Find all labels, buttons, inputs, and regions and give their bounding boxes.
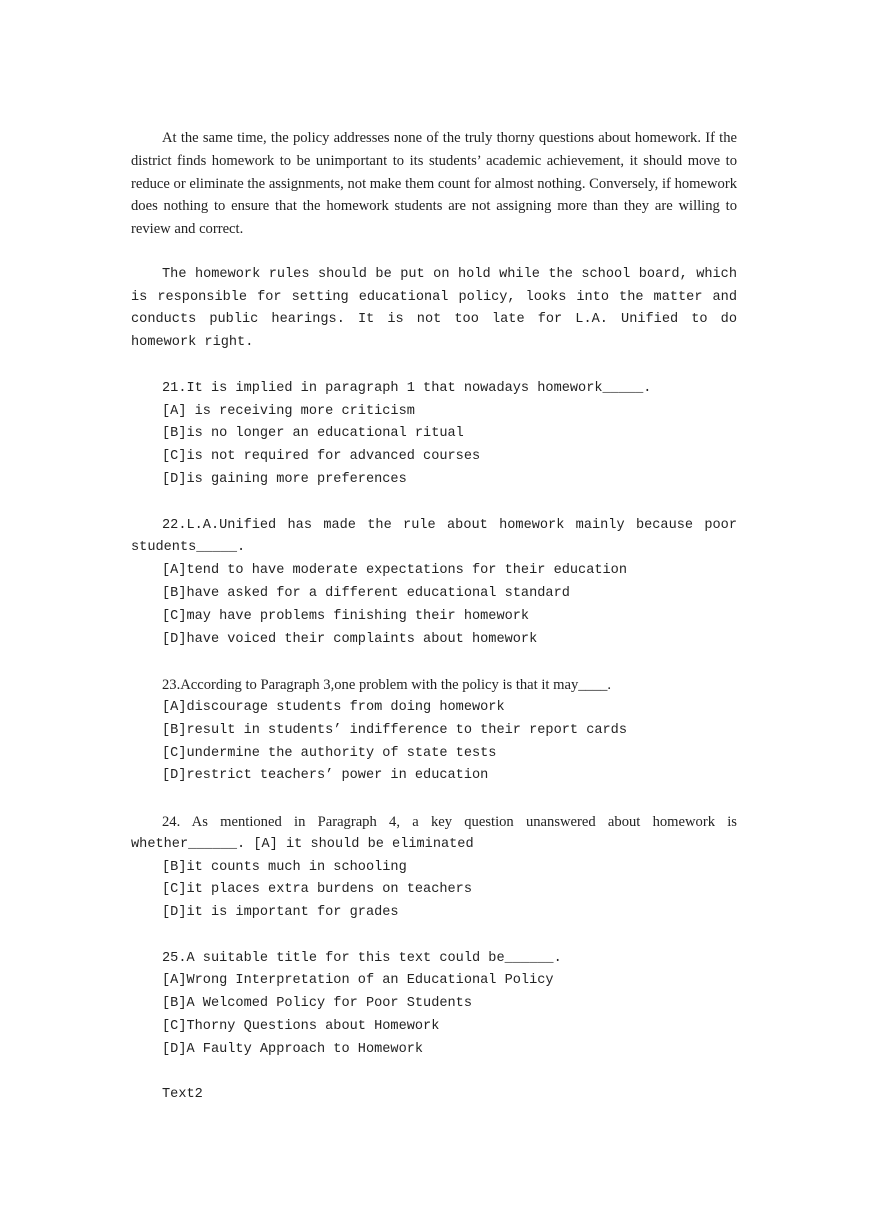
question-25: [131, 948, 737, 1062]
option-d: [D]restrict teachers’ power in education: [162, 768, 489, 784]
next-section-label: Text2: [162, 1087, 203, 1103]
option-c: [C]is not required for advanced courses: [162, 449, 481, 465]
option-b: [B]A Welcomed Policy for Poor Students: [162, 996, 472, 1012]
option-a: [A]tend to have moderate expectations for their education: [162, 563, 627, 579]
question-stem: 24. As mentioned in Paragraph 4, a key question unanswered about homework is: [162, 813, 737, 830]
spacer: [131, 241, 737, 264]
question-stem: 23.According to Paragraph 3,one problem with the policy is that it may____.: [162, 677, 612, 694]
option-a: [A]discourage students from doing homework: [162, 699, 505, 715]
option-d: [D]is gaining more preferences: [162, 471, 407, 487]
option-b: [B]have asked for a different educational standard: [162, 585, 570, 601]
option-c: [C]Thorny Questions about Homework: [162, 1019, 440, 1035]
question-24: [131, 811, 737, 925]
option-d: [D]have voiced their complaints about homework: [162, 631, 538, 647]
option-b: [B]result in students’ indifference to their report cards: [162, 722, 627, 738]
question-21: [131, 378, 737, 492]
question-22: [131, 515, 737, 652]
spacer: [131, 355, 737, 378]
passage-paragraph-1: At the same time, the policy addresses none of the truly thorny questions about homework. If the district finds homework to be unimportant to its students’ academic achievement, it should move to reduce or eliminate the assignments, not make them count for almost nothing. Conversely, if homework does nothing to ensure that the homework students are not assigning more than they are willing to review and correct.: [131, 130, 737, 238]
option-d: [D]it is important for grades: [162, 905, 399, 921]
option-c: [C]may have problems finishing their homework: [162, 608, 530, 624]
option-c: [C]it places extra burdens on teachers: [162, 882, 472, 898]
question-stem: 21.It is implied in paragraph 1 that nowadays homework_____.: [162, 380, 652, 396]
question-stem: 25.A suitable title for this text could be______.: [162, 950, 562, 966]
question-stem: 22.L.A.Unified has made the rule about homework mainly because poor students_____.: [131, 517, 737, 556]
question-23: [131, 674, 737, 788]
question-stem-continued: whether______. [A] it should be eliminated: [131, 836, 474, 852]
passage-paragraph-2: The homework rules should be put on hold while the school board, which is responsible for setting educational policy, looks into the matter and conducts public hearings. It is not too late for L.A. Unified to do homework right.: [131, 266, 737, 351]
option-a: [A] is receiving more criticism: [162, 403, 415, 419]
option-b: [B]is no longer an educational ritual: [162, 426, 464, 442]
option-c: [C]undermine the authority of state tests: [162, 745, 497, 761]
document-page: [131, 127, 737, 1107]
option-b: [B]it counts much in schooling: [162, 859, 407, 875]
option-d: [D]A Faulty Approach to Homework: [162, 1041, 424, 1057]
option-a: [A]Wrong Interpretation of an Educational Policy: [162, 973, 554, 989]
